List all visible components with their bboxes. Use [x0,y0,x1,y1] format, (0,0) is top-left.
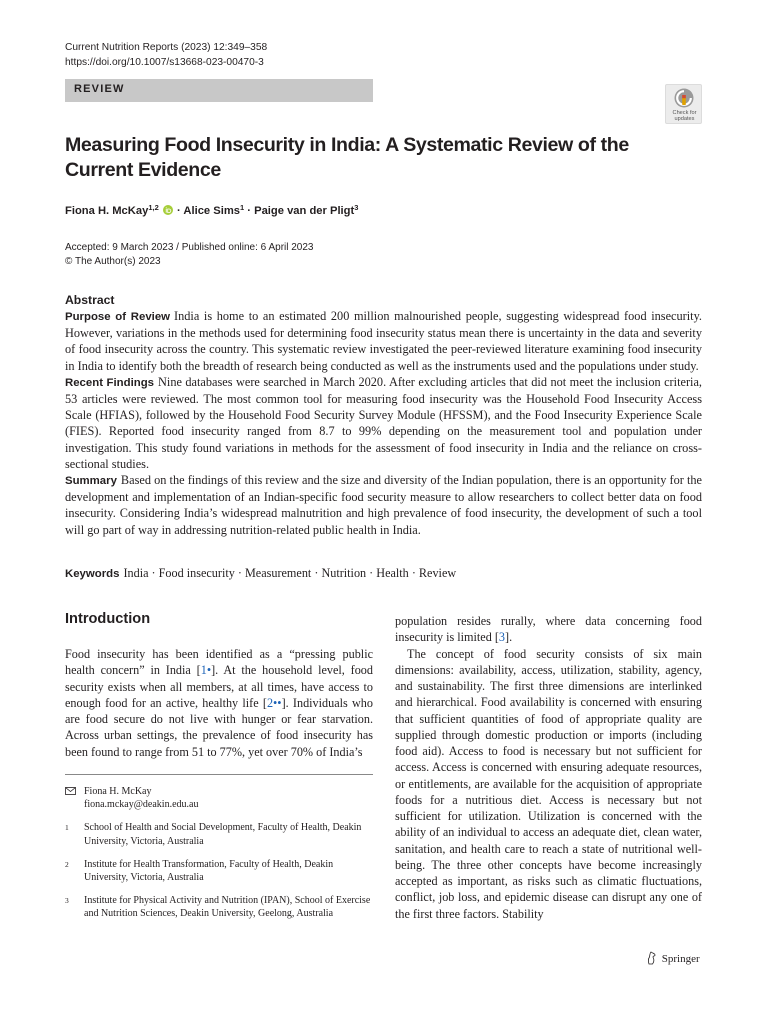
article-title: Measuring Food Insecurity in India: A Systematic Review of the Current Evidence [65,134,629,181]
abstract-findings [65,374,702,472]
summary-label: Summary [65,475,117,488]
intro-paragraph: The concept of food security consists of six main dimensions: availability, access, utilization, stability, agency, and sustainability. The first three dimensions are interlinked and hierarchical. Food availability is concerned with ensuring that sufficient quantities of food of appropriate quality are supplied through domestic production or imports (including food aid). Access to food is necessary but not sufficient for access. Access is concerned with ensuring adequate resources, or entitlements, are available for the acquisition of appropriate foods for a nutritious diet. Access is necessary but not sufficient for utilization. Utilization is concerned with the ability of an individual to access an adequate diet, clean water, sanitation, and health care to reach a state of nutritional well-being. The three other concepts have become increasingly accepted as important, as risks such as climatic fluctuations, conflict, job loss, and epidemic disease can disrupt any one of the first three factors. Stability [395,646,702,921]
doi-link[interactable]: https://doi.org/10.1007/s13668-023-00470-3 [65,57,264,68]
affiliation [65,821,373,847]
body-text: ]. [505,630,513,645]
orcid-icon[interactable] [163,205,173,215]
body-column-left [65,646,373,760]
affiliation-text: Institute for Health Transformation, Faculty of Health, Deakin University, Victoria, Australia [84,858,334,884]
body-text: ]. Individuals who are food secure do not live with hunger or fear starvation. Across urban settings, the prevalence of food insecurity has been found to range from 51 to 77%, yet over 70% of India’s [65,695,373,759]
body-text: population resides rurally, where data concerning food insecurity is limited [ [395,614,702,645]
affiliation-mark: 3 [65,896,69,906]
springer-horse-icon [646,951,657,965]
crossmark-line2: updates [674,116,695,122]
author-affiliation-mark: 1 [240,203,245,212]
citation-link[interactable]: 2•• [266,695,282,710]
author-separator: · [247,205,252,217]
abstract-purpose [65,308,702,374]
findings-label: Recent Findings [65,376,155,389]
author-name[interactable]: Alice Sims [183,205,240,217]
section-label-bar [65,79,373,102]
corresponding-name: Fiona H. McKay [84,786,152,797]
author-name[interactable]: Fiona H. McKay [65,205,149,217]
purpose-text: India is home to an estimated 200 million malnourished people, suggesting widespread food insecurity. However, variations in the methods used for determining food insecurity status mean there is uncertainty in the data and severity of food insecurity across the country. This systematic review investigated the peer-reviewed literature examining food insecurity in India to identify both the breadth of research being conducted as well as the instruments used and the populations under study. [65,309,702,373]
introduction-heading: Introduction [65,611,151,627]
crossmark-line1: Check for [672,110,697,116]
corresponding-email[interactable]: fiona.mckay@deakin.edu.au [84,799,199,811]
footnote-divider [65,774,373,775]
abstract-section [65,292,702,538]
citation-link[interactable]: 1• [200,663,212,678]
journal-citation: Current Nutrition Reports (2023) 12:349–358 [65,42,268,53]
findings-text: Nine databases were searched in March 2020. After excluding articles that did not meet the inclusion criteria, 53 articles were reviewed. The most common tool for measuring food insecurity was the Household Food Insecurity Access Scale (HFIAS), followed by the Household Food Security Survey Module (HFSSM), and the Food Insecurity Experience Scale (FIES). Reported food insecurity ranged from 8.7 to 99% depending on the measurement tool and population under investigation. This study found variations in methods for the assessment of food insecurity in India and the reliance on cross-sectional studies. [65,374,702,471]
body-column-right [395,613,702,922]
footnotes [65,785,373,931]
envelope-icon [65,787,76,795]
journal-header [65,40,267,70]
check-for-updates-badge[interactable] [665,84,702,124]
crossmark-icon [674,88,694,108]
article-dates [65,241,314,269]
publisher-logo [646,951,700,967]
abstract-heading: Abstract [65,293,115,307]
author-affiliation-mark: 1,2 [148,203,159,212]
body-text: ]. At the household level, food security exists when all members, at all times, have access to enough food for an active, healthy life [ [65,663,373,710]
author-list [65,203,358,217]
section-label: REVIEW [74,83,125,95]
summary-text: Based on the findings of this review and the size and diversity of the Indian population, there is an opportunity for the development and implementation of an Indian-specific food security measure to allow researchers to collect better data on food insecurity. Considering India’s widespread malnutrition and high prevalence of food insecurity, the development of such a tool will go part of way in addressing nutrition-related public health in India. [65,473,702,537]
keywords-line [65,566,456,582]
citation-link[interactable]: 3 [498,630,506,645]
intro-paragraph [395,613,702,646]
copyright-notice: © The Author(s) 2023 [65,256,161,267]
accepted-published-dates: Accepted: 9 March 2023 / Published online: 6 April 2023 [65,242,314,253]
affiliation-text: School of Health and Social Development, Faculty of Health, Deakin University, Victoria, Australia [84,822,362,847]
keywords-text: India · Food insecurity · Measurement · Nutrition · Health · Review [123,566,457,580]
intro-paragraph [65,646,373,760]
body-text: Food insecurity has been identified as a “pressing public health concern” in India [ [65,647,373,678]
author-name[interactable]: Paige van der Pligt [254,205,355,217]
author-separator: · [176,205,181,217]
affiliation [65,858,373,884]
affiliation [65,894,373,920]
publisher-name: Springer [661,953,700,965]
corresponding-author [65,785,373,811]
abstract-summary [65,472,702,538]
affiliation-mark: 2 [65,859,69,869]
affiliation-text: Institute for Physical Activity and Nutrition (IPAN), School of Exercise and Nutrition Sciences, Deakin University, Geelong, Australia [84,895,371,920]
keywords-label: Keywords [65,568,120,580]
purpose-label: Purpose of Review [65,311,171,323]
author-affiliation-mark: 3 [354,203,359,212]
affiliation-mark: 1 [65,823,69,833]
